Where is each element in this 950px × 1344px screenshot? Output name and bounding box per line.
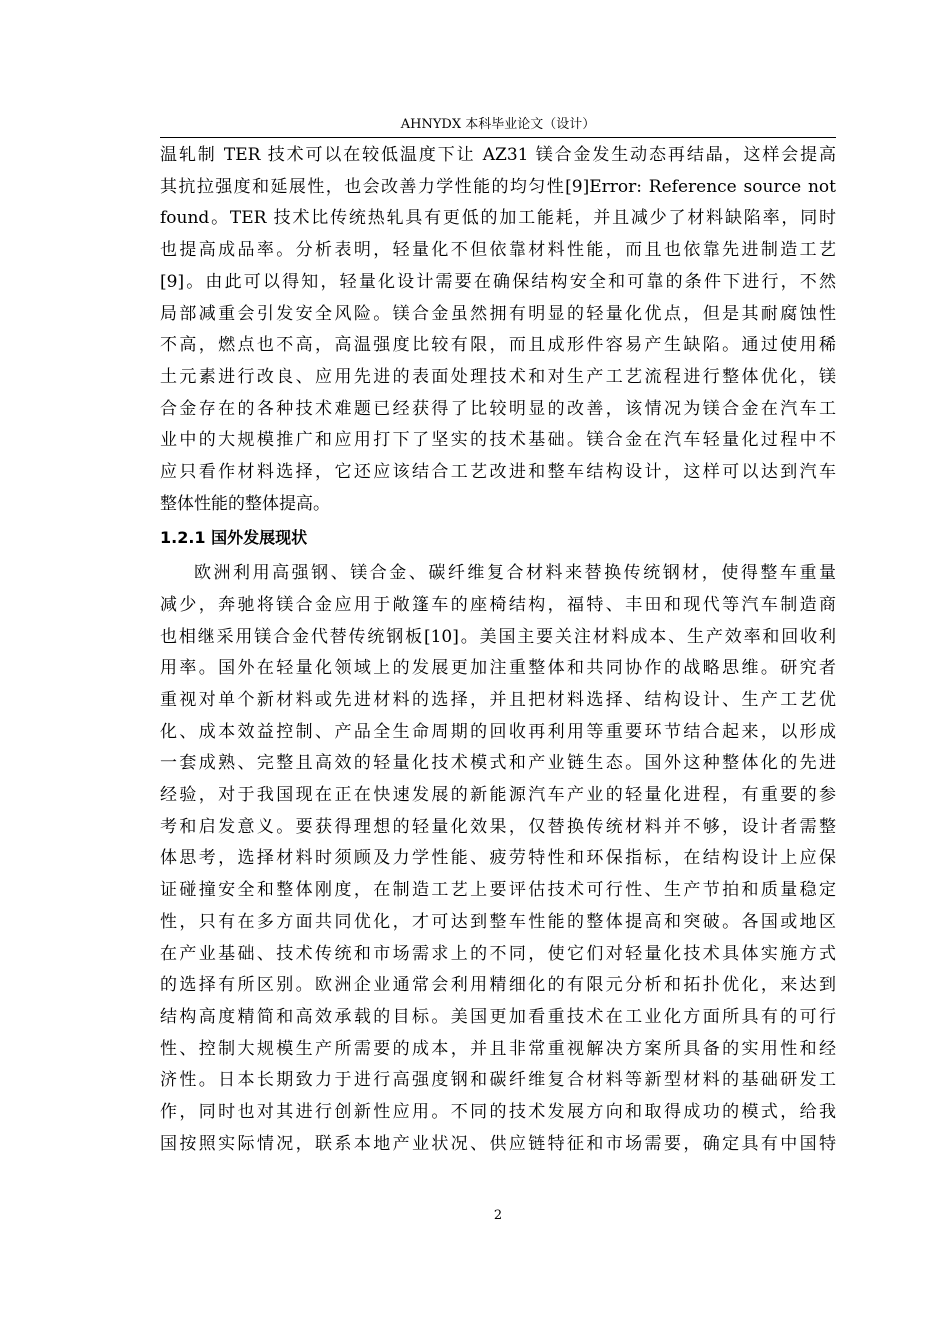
text-line: 重视对单个新材料或先进材料的选择，并且把材料选择、结构设计、生产工艺优 bbox=[160, 689, 836, 710]
text-line: 性，只有在多方面共同优化，才可达到整车性能的整体提高和突破。各国或地区 bbox=[160, 911, 836, 932]
paragraph-1 bbox=[160, 140, 836, 520]
text-line: 经验，对于我国现在正在快速发展的新能源汽车产业的轻量化进程，有重要的参 bbox=[160, 785, 836, 806]
text-line: 济性。日本长期致力于进行高强度钢和碳纤维复合材料等新型材料的基础研发工 bbox=[160, 1070, 836, 1091]
text-line: 整体性能的整体提高。 bbox=[160, 493, 330, 514]
text-line: 局部减重会引发安全风险。镁合金虽然拥有明显的轻量化优点，但是其耐腐蚀性 bbox=[160, 303, 836, 324]
text-line: 也相继采用镁合金代替传统钢板[10]。美国主要关注材料成本、生产效率和回收利 bbox=[160, 626, 836, 647]
running-header: AHNYDX 本科毕业论文（设计） bbox=[160, 117, 836, 138]
text-line: 应只看作材料选择，它还应该结合工艺改进和整车结构设计，这样可以达到汽车 bbox=[160, 462, 836, 483]
text-line: 温轧制 TER 技术可以在较低温度下让 AZ31 镁合金发生动态再结晶，这样会提高 bbox=[160, 145, 836, 165]
body-text bbox=[160, 140, 836, 1161]
text-line: [9]。由此可以得知，轻量化设计需要在确保结构安全和可靠的条件下进行，不然 bbox=[160, 271, 836, 292]
text-line: 证碰撞安全和整体刚度，在制造工艺上要评估技术可行性、生产节拍和质量稳定 bbox=[160, 880, 836, 901]
text-line: 国按照实际情况，联系本地产业状况、供应链特征和市场需要，确定具有中国特 bbox=[160, 1133, 836, 1154]
text-line: 其抗拉强度和延展性，也会改善力学性能的均匀性[9]Error: Reference source not bbox=[160, 176, 836, 197]
text-line: 欧洲利用高强钢、镁合金、碳纤维复合材料来替换传统钢材，使得整车重量 bbox=[194, 563, 836, 584]
page-number: 2 bbox=[493, 1208, 503, 1223]
text-line: 性、控制大规模生产所需要的成本，并且非常重视解决方案所具备的实用性和经 bbox=[160, 1038, 836, 1059]
paragraph-2 bbox=[160, 558, 836, 1160]
text-line: 业中的大规模推广和应用打下了坚实的技术基础。镁合金在汽车轻量化过程中不 bbox=[160, 430, 836, 451]
text-line: 一套成熟、完整且高效的轻量化技术模式和产业链生态。国外这种整体化的先进 bbox=[160, 753, 836, 774]
text-line: 不高，燃点也不高，高温强度比较有限，而且成形件容易产生缺陷。通过使用稀 bbox=[160, 335, 836, 356]
text-line: 减少，奔驰将镁合金应用于敞篷车的座椅结构，福特、丰田和现代等汽车制造商 bbox=[160, 594, 836, 615]
text-line: 结构高度精简和高效承载的目标。美国更加看重技术在工业化方面所具有的可行 bbox=[160, 1006, 836, 1027]
text-line: 在产业基础、技术传统和市场需求上的不同，使它们对轻量化技术具体实施方式 bbox=[160, 943, 836, 964]
text-line: found。TER 技术比传统热轧具有更低的加工能耗，并且减少了材料缺陷率，同时 bbox=[160, 208, 836, 229]
section-heading: 1.2.1 国外发展现状 bbox=[160, 528, 308, 548]
text-line: 也提高成品率。分析表明，轻量化不但依靠材料性能，而且也依靠先进制造工艺 bbox=[160, 240, 836, 261]
text-line: 合金存在的各种技术难题已经获得了比较明显的改善，该情况为镁合金在汽车工 bbox=[160, 398, 836, 419]
text-line: 作，同时也对其进行创新性应用。不同的技术发展方向和取得成功的模式，给我 bbox=[160, 1102, 836, 1123]
text-line: 考和启发意义。要获得理想的轻量化效果，仅替换传统材料并不够，设计者需整 bbox=[160, 816, 836, 837]
text-line: 化、成本效益控制、产品全生命周期的回收再利用等重要环节结合起来，以形成 bbox=[160, 721, 836, 742]
text-line: 用率。国外在轻量化领域上的发展更加注重整体和共同协作的战略思维。研究者 bbox=[160, 658, 836, 679]
text-line: 的选择有所区别。欧洲企业通常会利用精细化的有限元分析和拓扑优化，来达到 bbox=[160, 975, 836, 996]
text-line: 体思考，选择材料时须顾及力学性能、疲劳特性和环保指标，在结构设计上应保 bbox=[160, 848, 836, 869]
text-line: 土元素进行改良、应用先进的表面处理技术和对生产工艺流程进行整体优化，镁 bbox=[160, 366, 836, 387]
